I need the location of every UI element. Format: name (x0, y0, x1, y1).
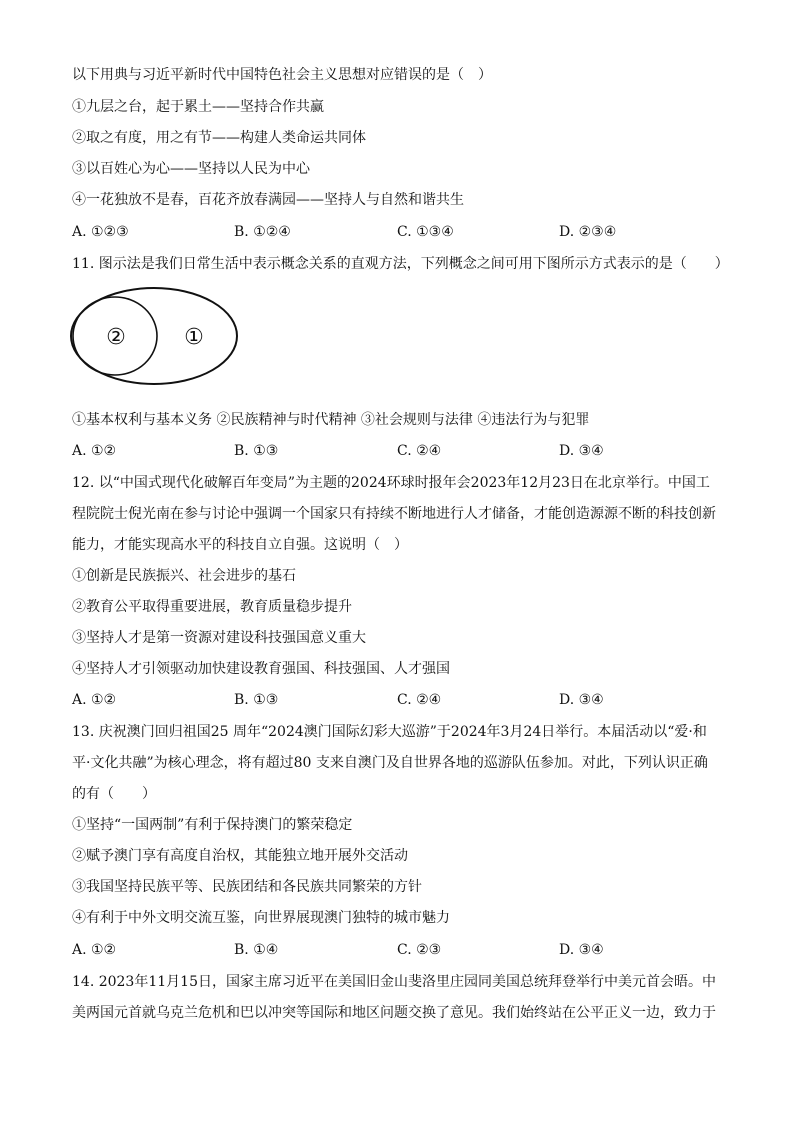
q14-stem: 14. 2023年11月15日，国家主席习近平在美国旧金山斐洛里庄园同美国总统拜登举行中美元首会晤。中美两国元首就乌克兰危机和巴以冲突等国际和地区问题交换了意见。我们始终站在公平正义一边，致力于 (72, 974, 716, 1021)
q12-option-a: A. ①② (72, 692, 117, 708)
q12-item-3: ③坚持人才是第一资源对建设科技强国意义重大 (72, 630, 366, 646)
q10-item-4: ④一花独放不是春，百花齐放春满园——坚持人与自然和谐共生 (72, 192, 464, 208)
q10-option-c: C. ①③④ (397, 224, 454, 240)
q11-options (72, 441, 732, 461)
q10-options (72, 222, 732, 242)
q11-items: ①基本权利与基本义务 ②民族精神与时代精神 ③社会规则与法律 ④违法行为与犯罪 (72, 412, 590, 428)
q10-item-2: ②取之有度，用之有节——构建人类命运共同体 (72, 130, 366, 146)
q12-option-b: B. ①③ (234, 692, 279, 708)
q11-option-c: C. ②④ (397, 443, 442, 459)
outer-ellipse (71, 288, 237, 384)
q13-item-2: ②赋予澳门享有高度自治权，其能独立地开展外交活动 (72, 848, 408, 864)
q10-option-b: B. ①②④ (234, 224, 291, 240)
q13-item-4: ④有利于中外文明交流互鉴，向世界展现澳门独特的城市魅力 (72, 910, 450, 926)
q13-item-1: ①坚持“一国两制”有利于保持澳门的繁荣稳定 (72, 817, 353, 833)
q11-option-d: D. ③④ (559, 443, 604, 459)
outer-label: ① (184, 325, 204, 350)
q12-stem: 12. 以“中国式现代化破解百年变局”为主题的2024环球时报年会2023年12月23日在北京举行。中国工程院院士倪光南在参与讨论中强调一个国家只有持续不断地进行人才储备，才能创造源源不断的科技创新能力，才能实现高水平的科技自立自强。这说明（ ） (72, 475, 716, 553)
q11-stem: 11. 图示法是我们日常生活中表示概念关系的直观方法，下列概念之间可用下图所示方式表示的是（ ） (72, 256, 729, 272)
q13-option-b: B. ①④ (234, 942, 279, 958)
q12-option-c: C. ②④ (397, 692, 442, 708)
q12-option-d: D. ③④ (559, 692, 604, 708)
q13-stem: 13. 庆祝澳门回归祖国25 周年“2024澳门国际幻彩大巡游”于2024年3月24日举行。本届活动以“爱·和平·文化共融”为核心理念，将有超过80 支来自澳门及自世界各地的巡游队伍参加。对此，下列认识正确的有（ ） (72, 724, 708, 802)
q13-option-d: D. ③④ (559, 942, 604, 958)
q12-options (72, 690, 732, 710)
q13-option-c: C. ②③ (397, 942, 442, 958)
q13-option-a: A. ①② (72, 942, 117, 958)
q11-option-b: B. ①③ (234, 443, 279, 459)
q12-item-4: ④坚持人才引领驱动加快建设教育强国、科技强国、人才强国 (72, 661, 450, 677)
inner-label: ② (106, 325, 126, 350)
q10-stem: 以下用典与习近平新时代中国特色社会主义思想对应错误的是（ ） (72, 67, 492, 83)
q12-item-2: ②教育公平取得重要进展，教育质量稳步提升 (72, 599, 352, 615)
q10-option-d: D. ②③④ (559, 224, 617, 240)
q10-item-3: ③以百姓心为心——坚持以人民为中心 (72, 161, 310, 177)
q10-option-a: A. ①②③ (72, 224, 129, 240)
q12-item-1: ①创新是民族振兴、社会进步的基石 (72, 568, 296, 584)
q10-item-1: ①九层之台，起于累土——坚持合作共赢 (72, 99, 324, 115)
q13-item-3: ③我国坚持民族平等、民族团结和各民族共同繁荣的方针 (72, 879, 422, 895)
q11-option-a: A. ①② (72, 443, 117, 459)
concept-diagram (70, 286, 242, 386)
q13-options (72, 940, 732, 960)
